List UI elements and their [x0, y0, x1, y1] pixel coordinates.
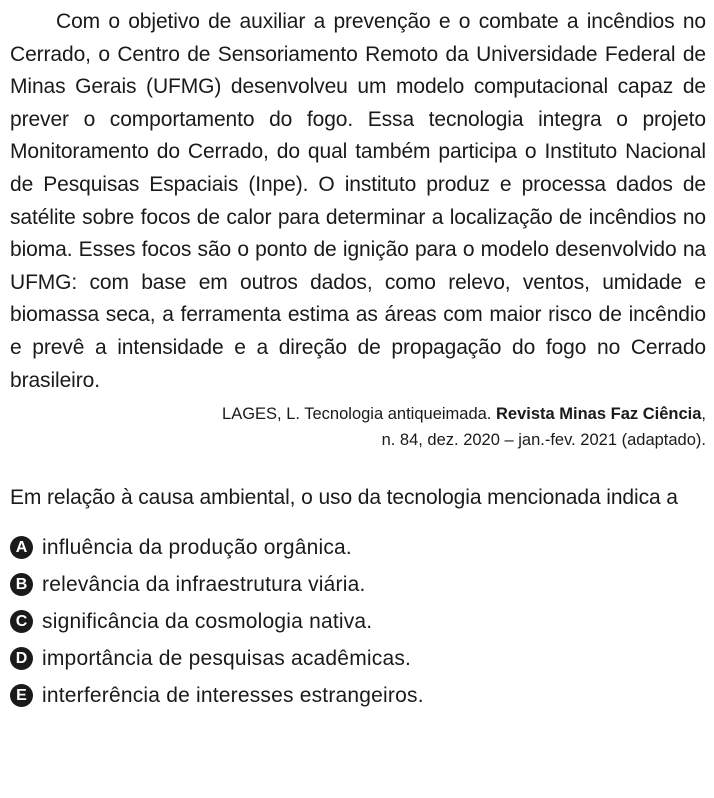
- option-c-text: significância da cosmologia nativa.: [42, 609, 373, 633]
- citation-line-1: [10, 401, 706, 427]
- option-b-badge: B: [10, 573, 33, 596]
- option-e[interactable]: [10, 677, 706, 714]
- option-a-badge: A: [10, 536, 33, 559]
- option-d[interactable]: [10, 640, 706, 677]
- option-e-text: interferência de interesses estrangeiros.: [42, 683, 424, 707]
- option-a[interactable]: [10, 529, 706, 566]
- option-b-text: relevância da infraestrutura viária.: [42, 572, 366, 596]
- option-c[interactable]: [10, 603, 706, 640]
- option-a-text: influência da produção orgânica.: [42, 535, 352, 559]
- option-c-badge: C: [10, 610, 33, 633]
- option-d-text: importância de pesquisas acadêmicas.: [42, 646, 412, 670]
- options-list: [10, 529, 706, 714]
- option-e-badge: E: [10, 684, 33, 707]
- citation-source: Revista Minas Faz Ciência: [495, 405, 702, 424]
- passage-text: Com o objetivo de auxiliar a prevenção e o combate a incêndios no Cerrado, o Centro de Sensoriamento Remoto da Universidade Federal de Minas Gerais (UFMG) desenvolveu um modelo computacional capaz de prever o comportamento do fogo. Essa tecnologia integra o projeto Monitoramento do Cerrado, do qual também participa o Instituto Nacional de Pesquisas Espaciais (Inpe). O instituto produz e processa dados de satélite sobre focos de calor para determinar a localização de incêndios no bioma. Esses focos são o ponto de ignição para o modelo desenvolvido na UFMG: com base em outros dados, como relevo, ventos, umidade e biomassa seca, a ferramenta estima as áreas com maior risco de incêndio e prevê a intensidade e a direção de propagação do fogo no Cerrado brasileiro.: [10, 10, 706, 392]
- citation-comma: ,: [701, 405, 706, 424]
- option-d-badge: D: [10, 647, 33, 670]
- question-stem: Em relação à causa ambiental, o uso da tecnologia mencionada indica a: [10, 486, 678, 510]
- question-page: [10, 6, 706, 714]
- citation-author: LAGES, L. Tecnologia antiqueimada.: [222, 405, 496, 424]
- option-b[interactable]: [10, 566, 706, 603]
- citation-line-2: n. 84, dez. 2020 – jan.-fev. 2021 (adaptado).: [381, 431, 706, 450]
- citation: [10, 401, 706, 453]
